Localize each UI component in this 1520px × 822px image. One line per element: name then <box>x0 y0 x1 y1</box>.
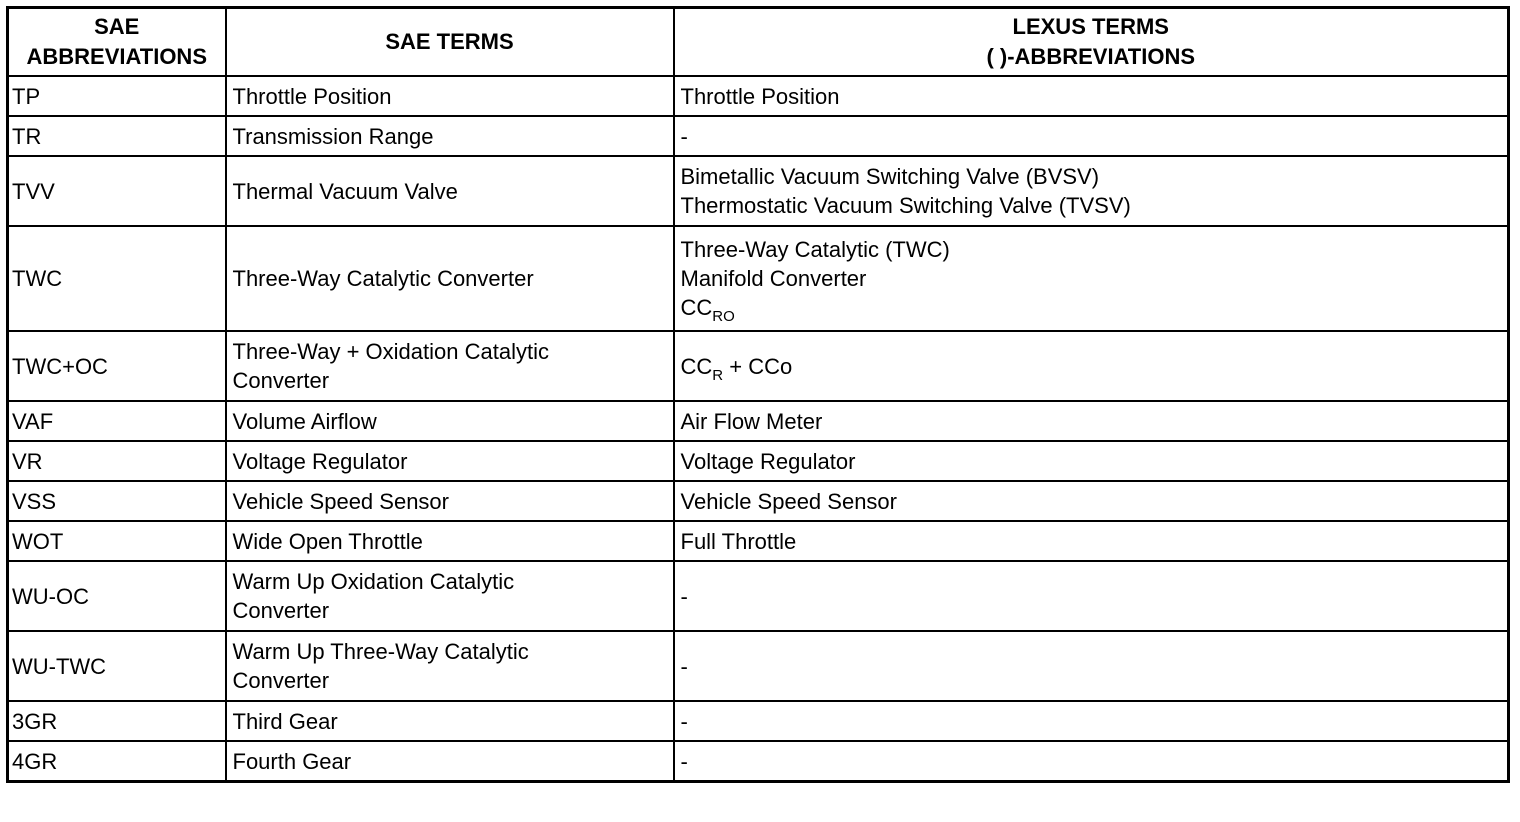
table-row <box>8 741 1509 782</box>
lexus-term-text: CC <box>680 295 713 320</box>
table-row <box>8 481 1509 521</box>
header-line: SAE TERMS <box>385 29 514 54</box>
lexus-term-text: Three-Way Catalytic (TWC) <box>680 237 950 262</box>
header-line: ( )-ABBREVIATIONS <box>986 44 1196 69</box>
table-row <box>8 116 1509 156</box>
sae-abbreviation-cell <box>8 401 226 441</box>
lexus-term-text: - <box>680 708 688 734</box>
sae-term-text: Voltage Regulator <box>232 448 408 474</box>
lexus-term-line <box>680 352 1502 384</box>
sae-term-text: Warm Up Three-Way Catalytic <box>232 639 529 664</box>
sae-term-cell <box>226 226 674 331</box>
table-row <box>8 226 1509 331</box>
sae-term-text: Transmission Range <box>232 123 434 149</box>
sae-abbreviation-cell <box>8 331 226 401</box>
sae-term-text: Wide Open Throttle <box>232 528 423 554</box>
sae-abbreviation-cell <box>8 521 226 561</box>
lexus-term-cell <box>674 561 1509 631</box>
lexus-term-text: - <box>680 748 688 774</box>
lexus-term-text: Bimetallic Vacuum Switching Valve (BVSV) <box>680 164 1100 189</box>
lexus-term-cell <box>674 226 1509 331</box>
header-line: LEXUS TERMS <box>1012 14 1169 39</box>
sae-term-text: Thermal Vacuum Valve <box>232 178 458 204</box>
sae-abbreviation-text: WU-TWC <box>12 653 107 679</box>
sae-term-cell <box>226 741 674 782</box>
lexus-term-line <box>681 264 1502 293</box>
sae-term-text: Three-Way Catalytic Converter <box>232 266 534 291</box>
sae-term-text: Volume Airflow <box>232 408 377 434</box>
sae-abbreviation-text: TWC+OC <box>12 353 108 379</box>
abbreviation-table <box>6 6 1510 783</box>
lexus-term-text: Throttle Position <box>680 83 840 109</box>
sae-term-cell <box>226 521 674 561</box>
sae-abbreviation-cell <box>8 76 226 116</box>
lexus-term-line <box>681 191 1502 220</box>
lexus-term-cell <box>674 401 1509 441</box>
sae-term-cell <box>226 156 674 226</box>
sae-abbreviation-cell <box>8 561 226 631</box>
lexus-term-text: Full Throttle <box>680 528 797 554</box>
lexus-term-cell <box>674 441 1509 481</box>
sae-term-cell <box>226 561 674 631</box>
sae-abbreviation-text: VAF <box>12 408 54 434</box>
lexus-term-line <box>681 162 1502 191</box>
lexus-term-cell <box>674 156 1509 226</box>
sae-term-text: Vehicle Speed Sensor <box>232 488 449 514</box>
sae-abbreviation-cell <box>8 156 226 226</box>
lexus-term-line <box>681 707 1502 736</box>
lexus-term-text: Manifold Converter <box>680 266 867 291</box>
table-body <box>8 76 1509 782</box>
sae-abbreviation-cell <box>8 441 226 481</box>
lexus-term-line <box>681 407 1502 436</box>
sae-abbreviation-text: VR <box>12 448 43 474</box>
lexus-term-line <box>680 293 1502 325</box>
lexus-term-subscript: RO <box>712 308 735 325</box>
sae-abbreviation-text: WOT <box>12 528 64 554</box>
sae-term-cell <box>226 631 674 701</box>
sae-term-cell <box>226 441 674 481</box>
sae-term-cell <box>226 116 674 156</box>
lexus-term-cell <box>674 521 1509 561</box>
table-row <box>8 331 1509 401</box>
lexus-term-text: CC <box>680 353 713 379</box>
lexus-term-text: Vehicle Speed Sensor <box>680 488 897 514</box>
sae-term-text: Converter <box>232 368 330 393</box>
lexus-term-text: Thermostatic Vacuum Switching Valve (TVSV) <box>680 193 1131 218</box>
sae-term-text: Fourth Gear <box>232 748 352 774</box>
header-sae-abbreviations <box>8 8 226 77</box>
sae-abbreviation-cell <box>8 741 226 782</box>
sae-term-cell <box>226 481 674 521</box>
table-row <box>8 521 1509 561</box>
lexus-term-cell <box>674 701 1509 741</box>
header-lexus-terms <box>674 8 1509 77</box>
lexus-term-line <box>681 82 1502 111</box>
table-row <box>8 561 1509 631</box>
sae-term-cell <box>226 401 674 441</box>
lexus-term-line <box>681 747 1502 776</box>
sae-term-text: Warm Up Oxidation Catalytic <box>232 569 515 594</box>
sae-term-text: Converter <box>232 598 330 623</box>
table-row <box>8 441 1509 481</box>
sae-abbreviation-text: TR <box>12 123 42 149</box>
sae-abbreviation-cell <box>8 481 226 521</box>
lexus-term-line <box>681 235 1502 264</box>
sae-abbreviation-cell <box>8 701 226 741</box>
sae-term-text: Three-Way + Oxidation Catalytic <box>232 339 549 364</box>
sae-abbreviation-text: TP <box>12 83 41 109</box>
lexus-term-cell <box>674 116 1509 156</box>
sae-abbreviation-cell <box>8 116 226 156</box>
table-row <box>8 156 1509 226</box>
sae-term-text: Converter <box>232 668 330 693</box>
lexus-term-subscript: R <box>712 366 724 384</box>
sae-abbreviation-text: 3GR <box>12 708 58 734</box>
lexus-term-text: Voltage Regulator <box>680 448 856 474</box>
lexus-term-line <box>681 122 1502 151</box>
sae-term-cell <box>226 331 674 401</box>
lexus-term-text: - <box>680 583 688 609</box>
lexus-term-line <box>681 487 1502 516</box>
lexus-term-cell <box>674 481 1509 521</box>
sae-abbreviation-text: TWC <box>12 266 63 291</box>
sae-abbreviation-text: 4GR <box>12 748 58 774</box>
table-row <box>8 701 1509 741</box>
lexus-term-cell <box>674 331 1509 401</box>
sae-abbreviation-cell <box>8 631 226 701</box>
sae-abbreviation-text: TVV <box>12 178 55 204</box>
sae-term-text: Throttle Position <box>232 83 392 109</box>
sae-term-text: Third Gear <box>232 708 338 734</box>
table-row <box>8 631 1509 701</box>
sae-abbreviation-text: WU-OC <box>12 583 89 609</box>
header-line: SAE <box>94 14 140 39</box>
table-header-row <box>8 8 1509 77</box>
table-row <box>8 401 1509 441</box>
header-sae-terms <box>226 8 674 77</box>
sae-term-cell <box>226 76 674 116</box>
lexus-term-suffix: + CCo <box>723 353 793 379</box>
sae-abbreviation-text: VSS <box>12 488 57 514</box>
lexus-term-text: - <box>680 653 688 679</box>
lexus-term-text: - <box>680 123 688 149</box>
header-line: ABBREVIATIONS <box>26 44 207 69</box>
lexus-term-line <box>681 527 1502 556</box>
sae-abbreviation-cell <box>8 226 226 331</box>
sae-term-cell <box>226 701 674 741</box>
lexus-term-cell <box>674 76 1509 116</box>
lexus-term-line <box>681 652 1502 681</box>
lexus-term-cell <box>674 741 1509 782</box>
lexus-term-line <box>681 447 1502 476</box>
lexus-term-cell <box>674 631 1509 701</box>
lexus-term-line <box>681 582 1502 611</box>
lexus-term-text: Air Flow Meter <box>680 408 823 434</box>
table-row <box>8 76 1509 116</box>
